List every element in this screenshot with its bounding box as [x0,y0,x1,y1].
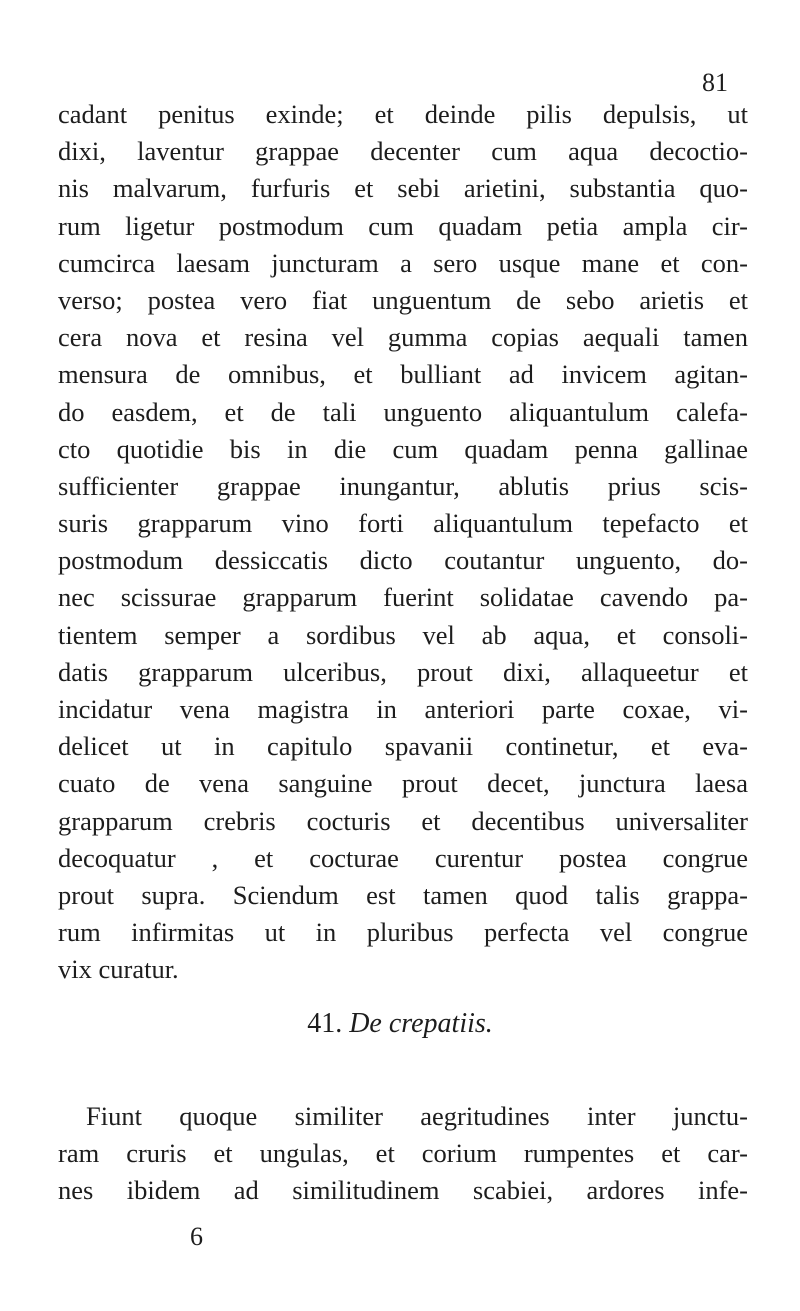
text-line: prout supra. Sciendum est tamen quod talis grappa- [58,879,748,910]
text-line: nis malvarum, furfuris et sebi arietini, substantia quo- [58,173,748,204]
text-line: tientem semper a sordibus vel ab aqua, et consoli- [58,619,748,650]
text-line: delicet ut in capitulo spavanii continetur, et eva- [58,731,748,762]
text-line: nec scissurae grapparum fuerint solidatae cavendo pa- [58,582,748,613]
signature-mark: 6 [190,1222,203,1251]
text-line: dixi, laventur grappae decenter cum aqua decoctio- [58,136,748,167]
text-line: vix curatur. [58,954,179,985]
text-line: mensura de omnibus, et bulliant ad invicem agitan- [58,359,748,390]
text-line: cera nova et resina vel gumma copias aequali tamen [58,322,748,353]
paragraph-1 [58,96,748,989]
section-heading [0,1008,800,1040]
text-line: incidatur vena magistra in anteriori parte coxae, vi- [58,694,748,724]
text-line: decoquatur , et cocturae curentur postea congrue [58,842,748,873]
text-line: Fiunt quoque similiter aegritudines inter junctu- [86,1101,748,1131]
paragraph-2 [58,1098,748,1210]
text-line: rum ligetur postmodum cum quadam petia ampla cir- [58,210,748,241]
text-line: nes ibidem ad similitudinem scabiei, ardores infe- [58,1175,748,1206]
text-line: do easdem, et de tali unguento aliquantulum calefa- [58,396,748,427]
text-line: cto quotidie bis in die cum quadam penna gallinae [58,433,748,464]
text-line: rum infirmitas ut in pluribus perfecta vel congrue [58,917,748,948]
page-number: 81 [702,68,728,97]
text-line: postmodum dessiccatis dicto coutantur unguento, do- [58,545,748,576]
text-line: ram cruris et ungulas, et corium rumpentes et car- [58,1138,748,1169]
section-number: 41. [307,1008,343,1039]
section-title: De crepatiis. [349,1008,493,1039]
text-line: sufficienter grappae inungantur, ablutis prius scis- [58,470,748,501]
text-line: cuato de vena sanguine prout decet, junctura laesa [58,768,748,799]
text-line: suris grapparum vino forti aliquantulum tepefacto et [58,508,748,539]
text-line: datis grapparum ulceribus, prout dixi, allaqueetur et [58,656,748,687]
text-line: cumcirca laesam juncturam a sero usque mane et con- [58,247,748,278]
text-line: grapparum crebris cocturis et decentibus universaliter [58,805,748,836]
text-line: cadant penitus exinde; et deinde pilis depulsis, ut [58,99,748,129]
text-line: verso; postea vero fiat unguentum de sebo arietis et [58,284,748,315]
